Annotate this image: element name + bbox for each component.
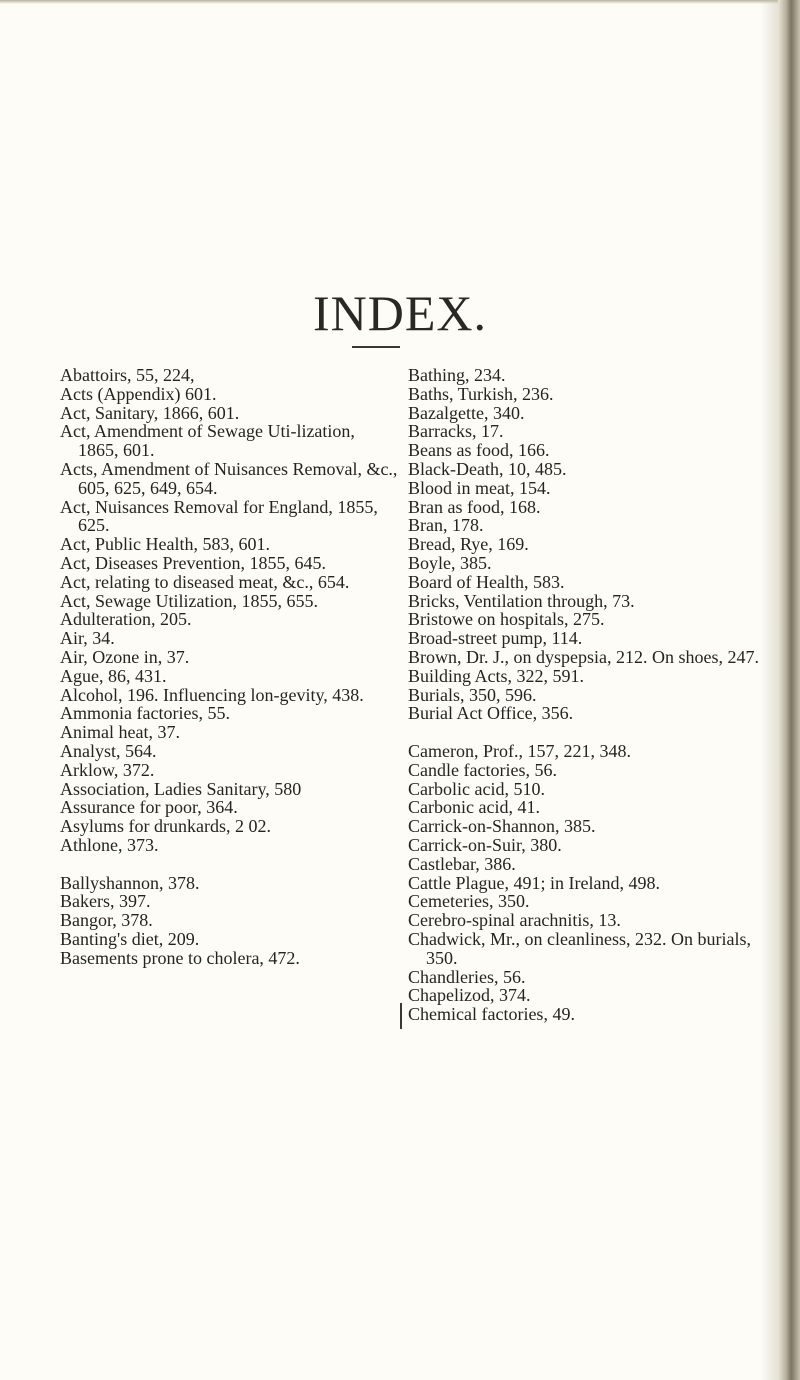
index-entry: Act, Diseases Prevention, 1855, 645. [60,552,326,573]
index-entry: Abattoirs, 55, 224, [60,365,195,385]
index-entry: Brown, Dr. J., on dyspepsia, 212. On shoes, 247. [408,646,759,667]
index-entry: Act, Sanitary, 1866, 601. [60,402,240,423]
index-entry: Carbonic acid, 41. [408,797,540,818]
index-entry: Cattle Plague, 491; in Ireland, 498. [408,872,660,893]
index-entry: Broad-street pump, 114. [408,628,583,649]
index-entry: Acts (Appendix) 601. [60,383,217,404]
index-column-left [60,366,398,968]
index-entry: Chandleries, 56. [408,966,526,987]
index-column-right [408,366,768,1024]
index-entry: Bazalgette, 340. [408,402,525,423]
index-entry: Bran as food, 168. [408,496,541,517]
index-entry: Burials, 350, 596. [408,684,537,705]
section-gap [60,855,398,874]
index-entry: Act, Nuisances Removal for England, 1855, 625. [60,496,378,536]
index-entry: Cemeteries, 350. [408,891,530,912]
index-entry: Arklow, 372. [60,759,155,780]
index-entry: Building Acts, 322, 591. [408,665,585,686]
index-entry: Ammonia factories, 55. [60,703,230,724]
index-entry: Basements prone to cholera, 472. [60,947,300,968]
index-entry: Animal heat, 37. [60,722,180,743]
index-entry: Acts, Amendment of Nuisances Removal, &c., 605, 625, 649, 654. [60,458,398,498]
index-entry: Association, Ladies Sanitary, 580 [60,778,302,799]
index-entry: Bran, 178. [408,515,484,536]
index-entry: Chadwick, Mr., on cleanliness, 232. On burials, 350. [408,928,751,968]
index-entry: Cerebro-spinal arachnitis, 13. [408,910,621,931]
index-entry: Assurance for poor, 364. [60,797,238,818]
index-entry: Bakers, 397. [60,891,151,912]
index-entry: Act, relating to diseased meat, &c., 654. [60,571,350,592]
index-entry: Alcohol, 196. Influencing lon-gevity, 438. [60,684,364,705]
index-entry: Air, 34. [60,628,115,649]
index-entry: Board of Health, 583. [408,571,565,592]
index-entry: Air, Ozone in, 37. [60,646,190,667]
index-entry: Baths, Turkish, 236. [408,383,554,404]
index-entry: Athlone, 373. [60,834,159,855]
index-entry: Chapelizod, 374. [408,985,531,1006]
page-title: INDEX. [312,285,488,341]
index-entry: Burial Act Office, 356. [408,703,574,724]
index-entry: Carbolic acid, 510. [408,778,545,799]
index-entry: Bangor, 378. [60,910,153,931]
index-entry: Barracks, 17. [408,421,504,442]
index-entry: Act, Amendment of Sewage Uti-lization, 1865, 601. [60,421,355,461]
index-entry: Act, Sewage Utilization, 1855, 655. [60,590,318,611]
index-entry: Castlebar, 386. [408,853,516,874]
index-entry: Bristowe on hospitals, 275. [408,609,605,630]
index-entry: Black-Death, 10, 485. [408,458,567,479]
index-entry: Carrick-on-Suir, 380. [408,834,562,855]
index-entry: Asylums for drunkards, 2 02. [60,816,271,837]
index-entry: Adulteration, 205. [60,609,192,630]
index-entry: Chemical factories, 49. [408,1004,575,1025]
index-entry: Act, Public Health, 583, 601. [60,534,270,555]
index-entry: Bread, Rye, 169. [408,534,529,555]
index-entry: Ballyshannon, 378. [60,872,200,893]
index-entry: Banting's diet, 209. [60,928,200,949]
index-entry: Beans as food, 166. [408,440,550,461]
page-top-edge [0,0,780,4]
section-gap [408,723,768,742]
index-entry: Analyst, 564. [60,740,157,761]
index-entry: Candle factories, 56. [408,759,557,780]
title-rule [352,346,400,348]
index-entry: Cameron, Prof., 157, 221, 348. [408,740,631,761]
page-right-edge [778,0,800,1380]
index-entry: Boyle, 385. [408,552,492,573]
index-entry: Bathing, 234. [408,365,506,385]
index-entry: Bricks, Ventilation through, 73. [408,590,635,611]
index-entry: Ague, 86, 431. [60,665,167,686]
index-entry: Carrick-on-Shannon, 385. [408,816,596,837]
column-divider-mark [400,1003,402,1029]
index-entry: Blood in meat, 154. [408,477,551,498]
